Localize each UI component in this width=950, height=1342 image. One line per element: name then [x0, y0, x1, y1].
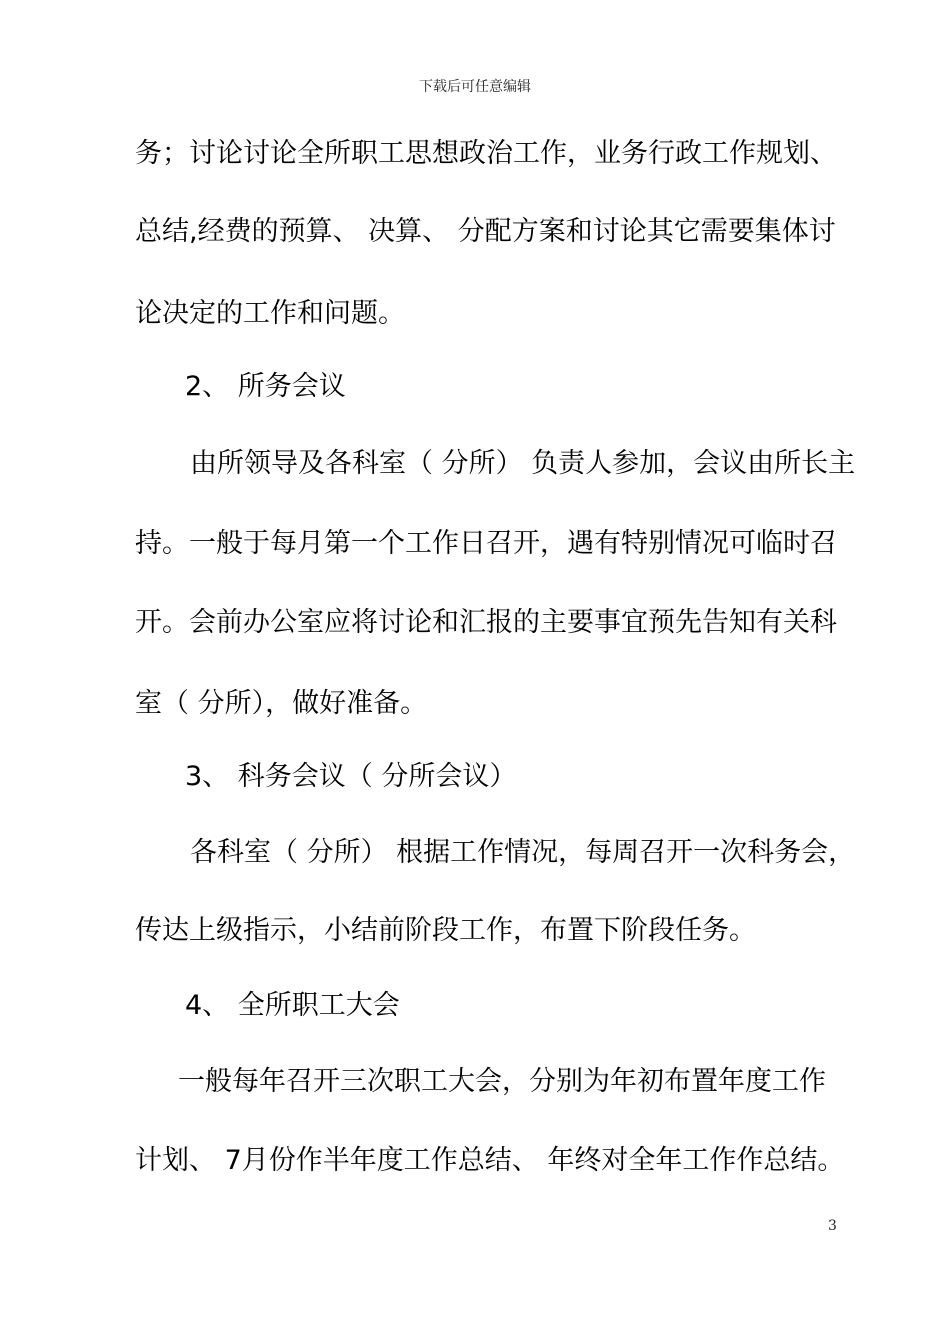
body-line: 室（ 分所），做好准备。: [135, 688, 428, 719]
body-line: 传达上级指示，小结前阶段工作，布置下阶段任务。: [135, 915, 756, 946]
body-line: 持。一般于每月第一个工作日召开，遇有特别情况可临时召: [135, 528, 837, 559]
body-line: 开。会前办公室应将讨论和汇报的主要事宜预先告知有关科: [135, 607, 837, 638]
page-number: 3: [828, 1218, 837, 1234]
body-line: 由所领导及各科室（ 分所） 负责人参加，会议由所长主: [190, 448, 856, 479]
body-line: 各科室（ 分所） 根据工作情况，每周召开一次科务会，: [190, 837, 856, 868]
section-heading: 4、 全所职工大会: [185, 990, 400, 1021]
body-line: 一般每年召开三次职工大会，分别为年初布置年度工作: [178, 1066, 826, 1097]
body-line: 论决定的工作和问题。: [135, 298, 405, 329]
section-heading: 2、 所务会议: [185, 371, 346, 402]
section-heading: 3、 科务会议（ 分所会议）: [185, 761, 517, 792]
body-line: 务；讨论讨论全所职工思想政治工作，业务行政工作规划、: [135, 138, 837, 169]
page-header: 下载后可任意编辑: [419, 79, 531, 95]
body-line: 计划、 7月份作半年度工作总结、 年终对全年工作作总结。: [135, 1145, 845, 1176]
body-line: 总结,经费的预算、 决算、 分配方案和讨论其它需要集体讨: [135, 216, 836, 247]
